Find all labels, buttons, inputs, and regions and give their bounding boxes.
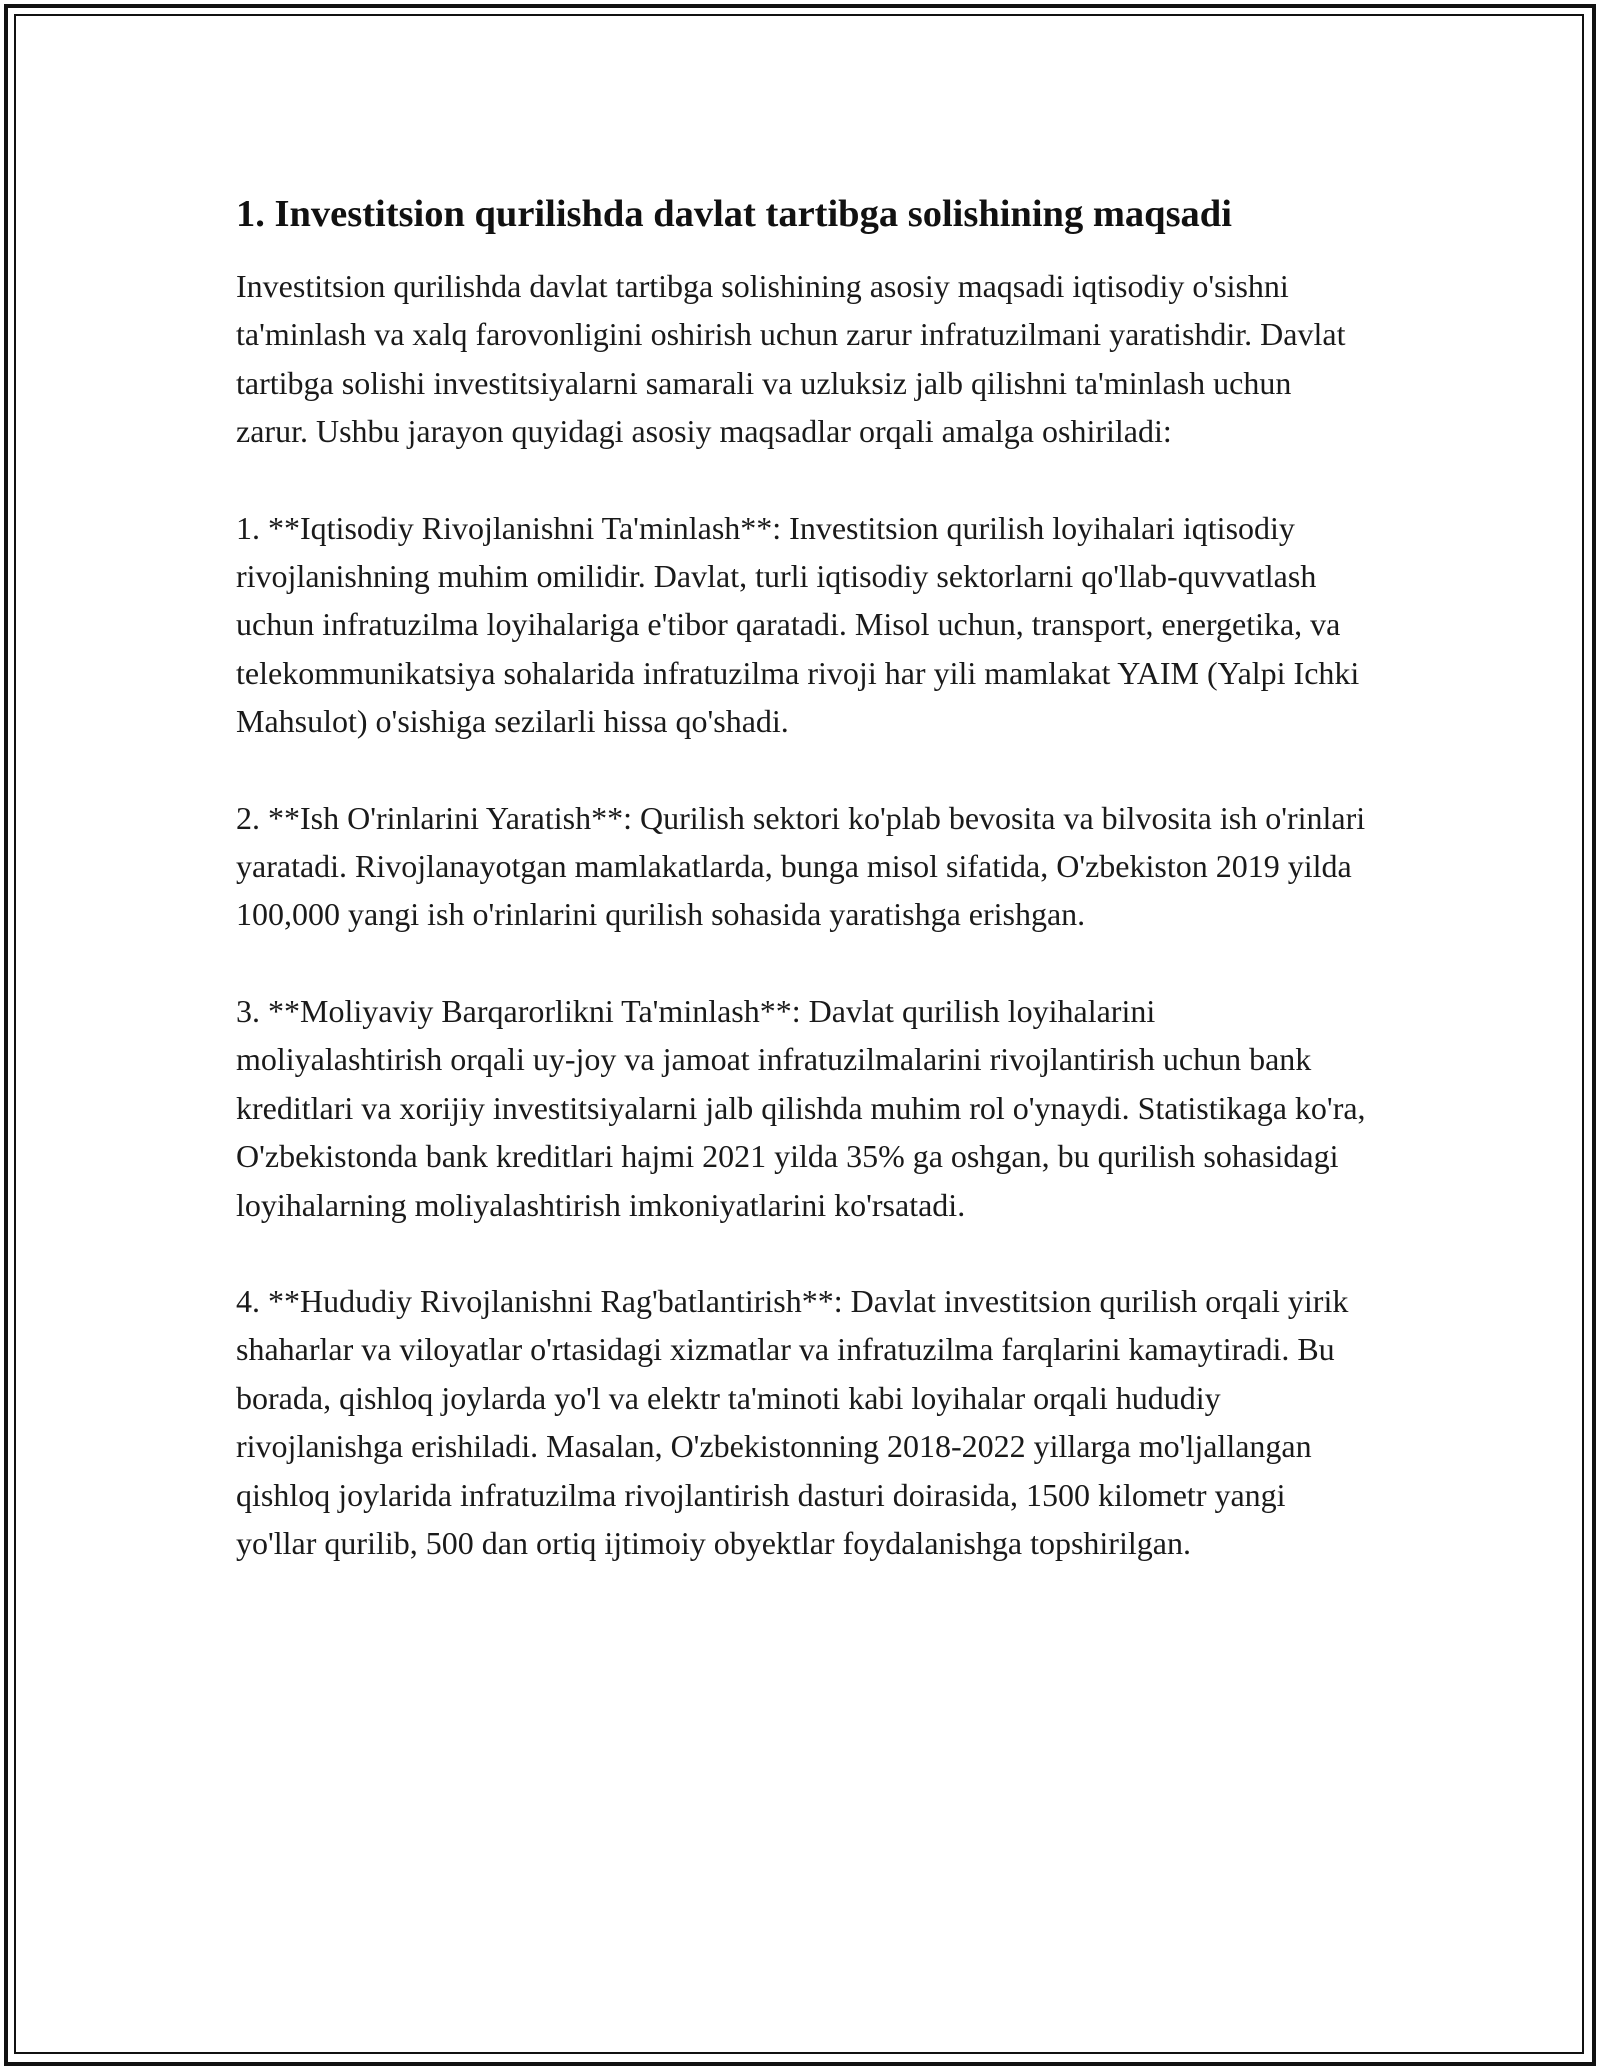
goal-financial-stability-paragraph: 3. **Moliyaviy Barqarorlikni Ta'minlash**: Davlat qurilish loyihalarini moliyalashtirish orqali uy-joy va jamoat infratuzilmalarini rivojlantirish uchun bank kreditlari va xorijiy investitsiyalarni jalb qilishda muhim rol o'ynaydi. Statistikaga ko'ra, O'zbekistonda bank kreditlari hajmi 2021 yilda 35% ga oshgan, bu qurilish sohasidagi loyihalarning moliyalashtirish imkoniyatlarini ko'rsatadi. <box>236 992 1366 1223</box>
goal-job-creation-paragraph: 2. **Ish O'rinlarini Yaratish**: Qurilish sektori ko'plab bevosita va bilvosita ish o'rinlari yaratadi. Rivojlanayotgan mamlakatlarda, bunga misol sifatida, O'zbekiston 2019 yilda 100,000 yangi ish o'rinlarini qurilish sohasida yaratishga erishgan. <box>236 799 1366 933</box>
section-heading: 1. Investitsion qurilishda davlat tartibga solishining maqsadi <box>236 193 1232 235</box>
goal-economic-development-paragraph: 1. **Iqtisodiy Rivojlanishni Ta'minlash**: Investitsion qurilish loyihalari iqtisodiy rivojlanishning muhim omilidir. Davlat, turli iqtisodiy sektorlarni qo'llab-quvvatlash uchun infratuzilma loyihalariga e'tibor qaratadi. Misol uchun, transport, energetika, va telekommunikatsiya sohalarida infratuzilma rivoji har yili mamlakat YAIM (Yalpi Ichki Mahsulot) o'sishiga sezilarli hissa qo'shadi. <box>236 509 1360 740</box>
intro-paragraph: Investitsion qurilishda davlat tartibga solishining asosiy maqsadi iqtisodiy o'sishni ta'minlash va xalq farovonligini oshirish uchun zarur infratuzilmani yaratishdir. Davlat tartibga solishi investitsiyalarni samarali va uzluksiz jalb qilishni ta'minlash uchun zarur. Ushbu jarayon quyidagi asosiy maqsadlar orqali amalga oshiriladi: <box>236 268 1346 450</box>
goal-regional-development-paragraph: 4. **Hududiy Rivojlanishni Rag'batlantirish**: Davlat investitsion qurilish orqali yirik shaharlar va viloyatlar o'rtasidagi xizmatlar va infratuzilma farqlarini kamaytiradi. Bu borada, qishloq joylarda yo'l va elektr ta'minoti kabi loyihalar orqali hududiy rivojlanishga erishiladi. Masalan, O'zbekistonning 2018-2022 yillarga mo'ljallangan qishloq joylarida infratuzilma rivojlantirish dasturi doirasida, 1500 kilometr yangi yo'llar qurilib, 500 dan ortiq ijtimoiy obyektlar foydalanishga topshirilgan. <box>236 1282 1349 1561</box>
document-body <box>236 188 1366 1615</box>
